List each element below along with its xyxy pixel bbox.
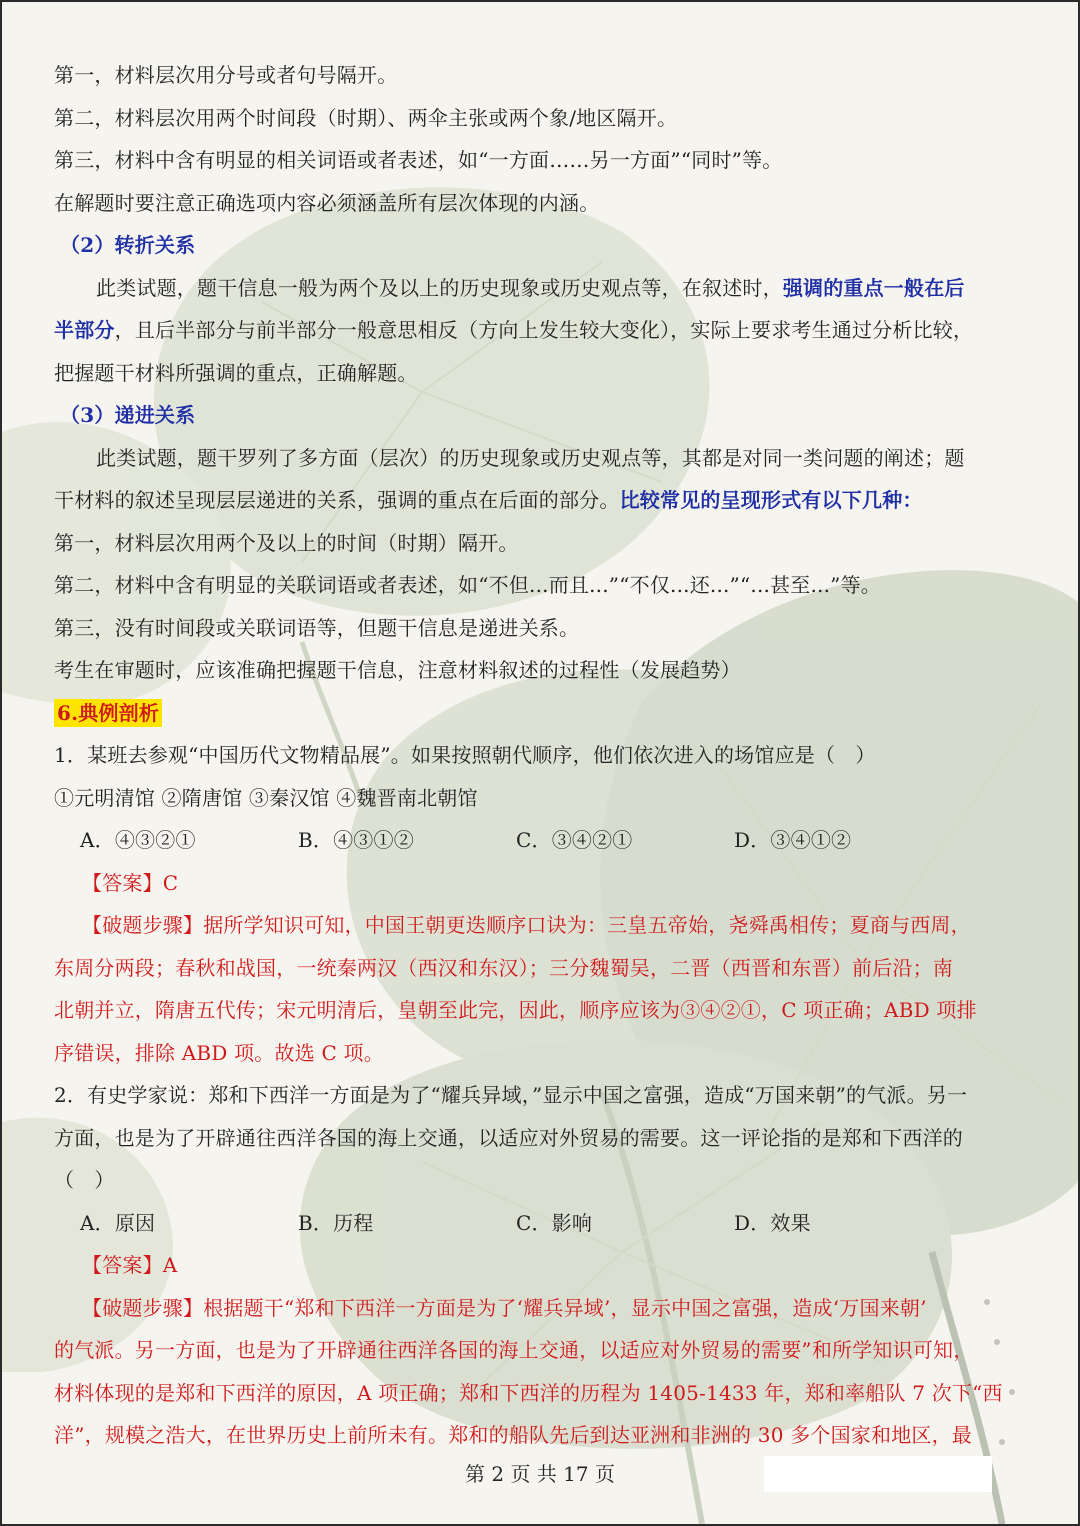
option-b: B．历程: [298, 1210, 374, 1235]
option-d: D．③④①②: [734, 828, 852, 852]
text-line: 考生在审题时，应该准确把握题干信息，注意材料叙述的过程性（发展趋势）: [54, 658, 741, 682]
question-2-stem: （ ）: [54, 1168, 115, 1192]
text-line: 第二，材料中含有明显的关联词语或者表述，如“不但...而且...”“不仅...还...”“...甚至...”等。: [54, 573, 881, 597]
text-span: ，且后半部分与前半部分一般意思相反（方向上发生较大变化），实际上要求考生通过分析比较，: [114, 318, 974, 342]
emphasis-text: 比较常见的呈现形式有以下几种：: [619, 488, 923, 512]
option-c: C．影响: [516, 1210, 593, 1235]
question-1-answer: 【答案】C: [82, 870, 179, 895]
text-line: 第三，没有时间段或关联词语等，但题干信息是递进关系。: [54, 615, 580, 640]
section-heading-examples: 6.典例剖析: [54, 699, 162, 727]
option-d: D．效果: [734, 1210, 811, 1235]
text-line: 第三，材料中含有明显的相关词语或者表述，如“一方面……另一方面”“同时”等。: [54, 148, 783, 172]
question-1-options: [54, 819, 1034, 862]
option-c: C．③④②①: [516, 828, 633, 852]
text-line: 在解题时要注意正确选项内容必须涵盖所有层次体现的内涵。: [54, 190, 600, 215]
text-span: 干材料的叙述呈现层层递进的关系，强调的重点在后面的部分。: [54, 488, 620, 512]
question-1-explanation-line: 【破题步骤】据所学知识可知，中国王朝更迭顺序口诀为：三皇五帝始，尧舜禹相传；夏商与西周，: [82, 913, 971, 937]
document-body: [54, 54, 1034, 1457]
option-a: A．④③②①: [80, 828, 196, 852]
paragraph-line: 把握题干材料所强调的重点，正确解题。: [54, 360, 418, 385]
text-line: 第二，材料层次用两个时间段（时期）、两伞主张或两个象/地区隔开。: [54, 105, 678, 130]
question-1-items: ①元明清馆 ②隋唐馆 ③秦汉馆 ④魏晋南北朝馆: [54, 785, 478, 810]
paragraph-line: 此类试题，题干罗列了多方面（层次）的历史现象或历史观点等，其都是对同一类问题的阐述；题: [96, 445, 965, 470]
paragraph-line: [54, 309, 1034, 352]
section-heading-transition: （2）转折关系: [60, 233, 196, 257]
text-line: 第一，材料层次用两个及以上的时间（时期）隔开。: [54, 530, 519, 555]
text-line: 第一，材料层次用分号或者句号隔开。: [54, 63, 398, 87]
option-b: B．④③①②: [298, 828, 414, 852]
question-1-explanation-line: 东周分两段；春秋和战国，一统秦两汉（西汉和东汉）；三分魏蜀吴，二晋（西晋和东晋）前后沿；南: [54, 955, 953, 980]
paragraph-line: [54, 267, 1034, 310]
section-heading-examples-wrapper: [54, 692, 1034, 735]
question-1-explanation-line: 北朝并立，隋唐五代传；宋元明清后，皇朝至此完，因此，顺序应该为③④②①，C 项正确；ABD 项排: [54, 998, 977, 1022]
question-2-stem: 2．有史学家说：郑和下西洋一方面是为了“耀兵异域，”显示中国之富强，造成“万国来朝”的气派。另一: [54, 1083, 968, 1107]
question-1-explanation-line: 序错误，排除 ABD 项。故选 C 项。: [54, 1040, 384, 1065]
emphasis-text: 半部分: [54, 318, 115, 342]
paragraph-line: [54, 479, 1034, 522]
question-2-explanation-line: 的气派。另一方面，也是为了开辟通往西洋各国的海上交通，以适应对外贸易的需要”和所学知识可知，: [54, 1338, 974, 1362]
question-2-stem: 方面，也是为了开辟通往西洋各国的海上交通，以适应对外贸易的需要。这一评论指的是郑和下西洋的: [54, 1125, 963, 1150]
question-2-explanation-line: 【破题步骤】根据题干“郑和下西洋一方面是为了‘耀兵异域’，显示中国之富强，造成‘万国来朝’: [82, 1295, 927, 1320]
question-2-options: [54, 1202, 1034, 1245]
text-span: 此类试题，题干信息一般为两个及以上的历史现象或历史观点等，在叙述时，: [96, 275, 783, 300]
option-a: A．原因: [80, 1210, 156, 1235]
question-2-explanation-line: 洋”，规模之浩大，在世界历史上前所未有。郑和的船队先后到达亚洲和非洲的 30 多个国家和地区，最: [54, 1423, 972, 1447]
section-heading-progression: （3）递进关系: [60, 403, 196, 427]
question-2-answer: 【答案】A: [82, 1253, 178, 1277]
emphasis-text: 强调的重点一般在后: [782, 275, 965, 300]
question-2-explanation-line: 材料体现的是郑和下西洋的原因，A 项正确；郑和下西洋的历程为 1405-1433 年，郑和率船队 7 次下“西: [54, 1380, 1003, 1405]
page-number-footer: 第 2 页 共 17 页: [465, 1462, 615, 1486]
question-1-stem: 1．某班去参观“中国历代文物精品展”。如果按照朝代顺序，他们依次进入的场馆应是（ ）: [54, 743, 876, 767]
blank-box: [764, 1456, 992, 1492]
